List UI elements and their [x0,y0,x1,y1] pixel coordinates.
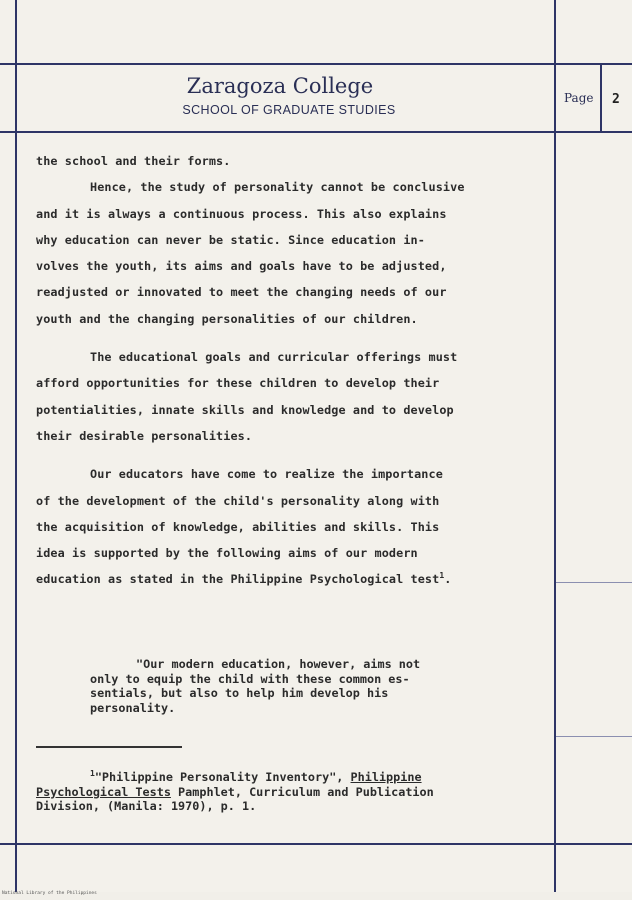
footnote-ref: 1 [439,571,445,581]
text-line: the acquisition of knowledge, abilities and skills. This [36,519,440,534]
text-line: and it is always a continuous process. This also explains [36,206,447,221]
header-bottom-line [0,131,632,133]
text-line: youth and the changing personalities of our children. [36,311,418,326]
footnote [36,770,556,814]
text-line: of the development of the child's personality along with [36,493,440,508]
footnote-marker: 1 [90,769,95,779]
text-line: Hence, the study of personality cannot be conclusive [90,180,465,195]
text-line: volves the youth, its aims and goals have to be adjusted, [36,259,447,274]
quote-line: sentials, but also to help him develop his [90,686,389,701]
page-box-divider [600,64,602,132]
quote-line: "Our modern education, however, aims not [136,657,421,671]
text-line: Our educators have come to realize the importance [90,467,443,482]
body-text [36,148,558,593]
page-number: 2 [612,92,620,107]
scan-attribution: National Library of the Philippines [2,891,97,896]
text-line-with-ref: education as stated in the Philippine Psychological test$^1$. [36,571,452,587]
text-line: afford opportunities for these children to develop their [36,376,440,391]
footnote-line: Psychological Tests Pamphlet, Curriculum and Publication [36,784,434,799]
text-line: their desirable personalities. [36,428,253,443]
footnote-title: Psychological Tests [36,784,171,799]
header-top-line [0,63,632,65]
text-line: why education can never be static. Since education in- [36,232,425,247]
text-line: idea is supported by the following aims of our modern [36,546,418,561]
text-line: potentialities, innate skills and knowledge and to develop [36,402,454,417]
right-ruler-line [556,582,632,583]
college-name: Zaragoza College [186,74,374,98]
quote-line: only to equip the child with these common es- [90,671,410,686]
right-ruler-line [556,736,632,737]
footnote-line: $^1$"Philippine Personality Inventory", Philippine [90,769,422,784]
footnote-rule [36,746,182,748]
quote-line: personality. [90,700,176,715]
text-line: The educational goals and curricular offerings must [90,350,458,365]
footer-line [0,843,632,845]
page-label: Page [564,91,594,105]
footnote-line: Division, (Manila: 1970), p. 1. [36,799,257,814]
block-quote [90,657,540,715]
footnote-title: Philippine [350,770,422,784]
text-line: education as stated in the Philippine Psychological test [36,572,440,587]
text-line: the school and their forms. [36,154,231,168]
school-name: SCHOOL OF GRADUATE STUDIES [182,103,396,117]
text-line: readjusted or innovated to meet the changing needs of our [36,285,447,300]
left-margin-line [15,0,17,892]
